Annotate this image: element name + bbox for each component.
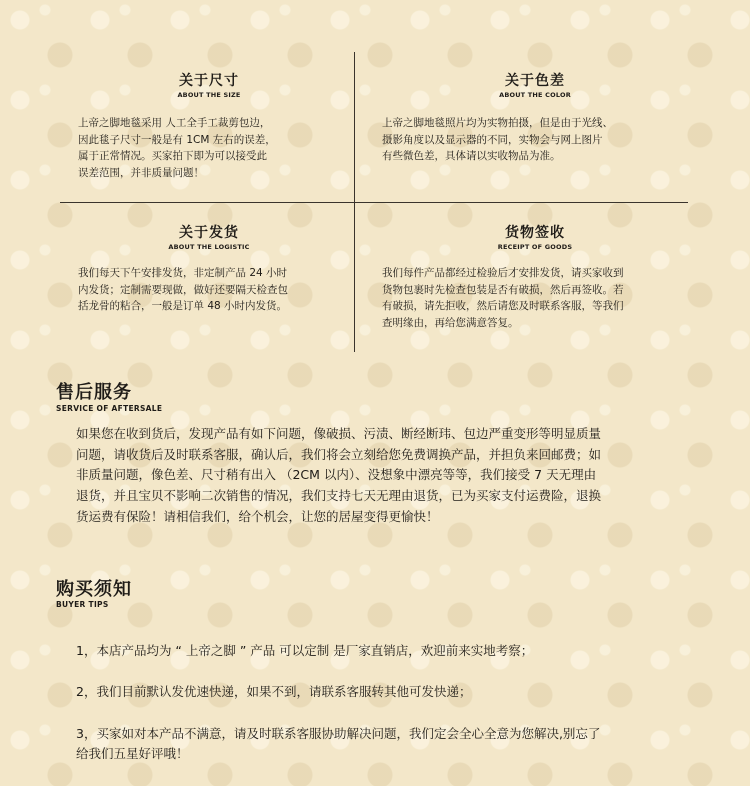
receipt-text: 我们每件产品都经过检验后才安排发货，请买家收到 货物包裹时先检查包装是否有破损，然后再签收。若 有破损，请先拒收，然后请您及时联系客服，等我们 查明缘由，再给您满意答复。 [382,267,624,329]
info-grid [60,52,688,352]
about-logistic-block [78,222,340,315]
about-color-block [382,70,688,165]
receipt-of-goods-block [382,222,688,331]
grid-horizontal-divider [60,202,688,203]
about-logistic-text: 我们每天下午安排发货，非定制产品 24 小时 内发货；定制需要现做，做好还要隔天检查包 括龙骨的粘合，一般是订单 48 小时内发货。 [78,267,288,312]
about-logistic-subtitle: ABOUT THE LOGISTIC [168,243,250,251]
buyer-tips-list [76,620,716,786]
buyer-tips-subtitle: BUYER TIPS [56,600,109,609]
about-color-text: 上帝之脚地毯照片均为实物拍摄，但是由于光线、 摄影角度以及显示器的不同，实物会与网上图片 有些微色差，具体请以实收物品为准。 [382,117,613,162]
about-size-block [78,70,340,181]
buyer-tip-item: 1，本店产品均为 “ 上帝之脚 ” 产品 可以定制 是厂家直销店，欢迎前来实地考察； [76,642,534,658]
buyer-tip-item: 2，我们目前默认发优速快递，如果不到，请联系客服转其他可发快递； [76,684,472,700]
about-logistic-title: 关于发货 [179,225,239,241]
after-sale-title: 售后服务 [56,382,132,403]
about-size-text: 上帝之脚地毯采用 人工全手工裁剪包边， 因此毯子尺寸一般是有 1CM 左右的误差， 属于正常情况。买家拍下即为可以接受此 误差范围，并非质量问题！ [78,117,276,179]
about-size-title: 关于尺寸 [179,73,239,89]
receipt-title: 货物签收 [505,225,565,241]
buyer-tips-title: 购买须知 [56,579,132,600]
receipt-subtitle: RECEIPT OF GOODS [497,243,573,251]
about-color-subtitle: ABOUT THE COLOR [499,91,571,99]
about-size-subtitle: ABOUT THE SIZE [177,91,241,99]
after-sale-subtitle: SERVICE OF AFTERSALE [56,404,163,413]
about-color-title: 关于色差 [505,73,565,89]
buyer-tip-item: 3，买家如对本产品不满意，请及时联系客服协助解决问题，我们定会全心全意为您解决,别忘了 给我们五星好评哦！ [76,725,601,762]
after-sale-text: 如果您在收到货后，发现产品有如下问题，像破损、污渍、断经断玮、包边严重变形等明显质量 问题，请收货后及时联系客服，确认后，我们将会立刻给您免费调换产品，并担负来回邮费；如 非质量问题，像色差、尺寸稍有出入 （2CM 以内）、没想象中漂亮等等，我们接受 7 天无理由 退货，并且宝贝不影响二次销售的情况，我们支持七天无理由退货，已为买家支付运费险，退换 货运费有保险！请相信我们，给个机会，让您的居屋变得更愉快！ [76,426,602,524]
